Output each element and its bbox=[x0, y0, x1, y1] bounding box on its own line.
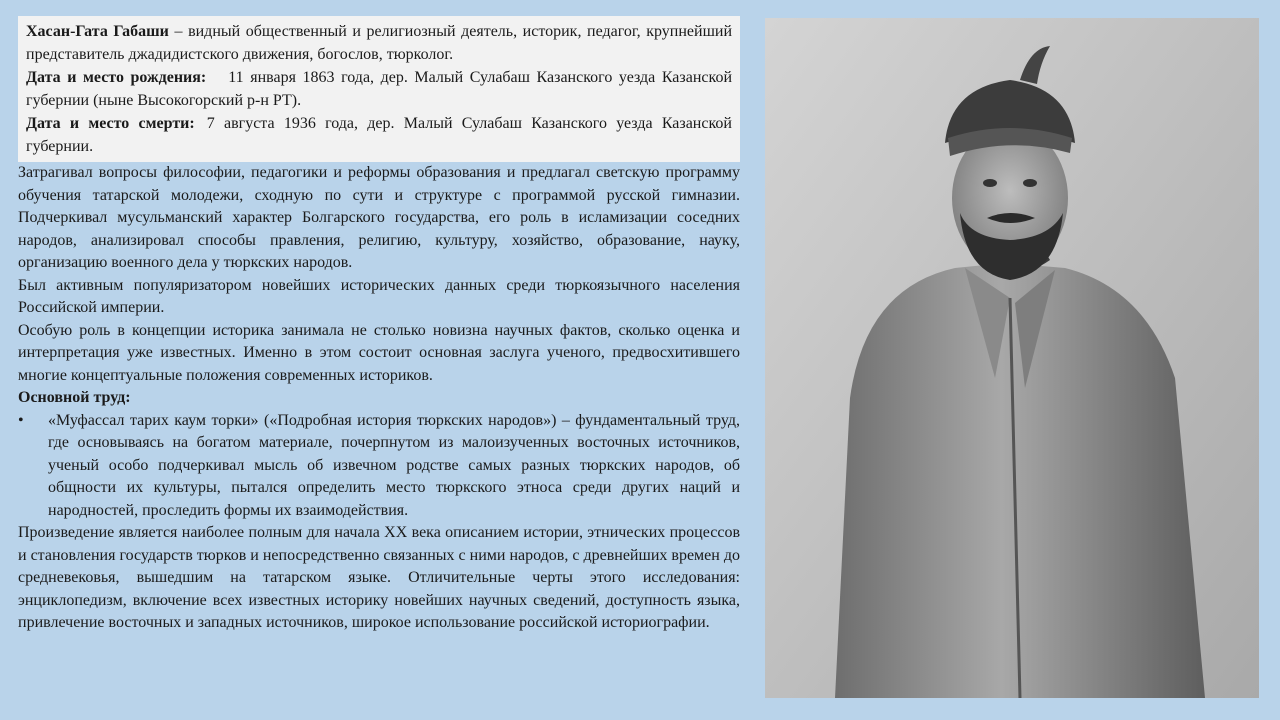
paragraph-4: Произведение является наиболее полным для начала XX века описанием истории, этнических процессов и становления государств тюрков и непосредственно связанных с ними народов, с древнейших времен до средневековья, вышедшим на татарском языке. Отличительные черты этого исследования: энциклопедизм, включение всех известных историку новейших научных сведений, доступность языка, привлечение восточных и западных источников, широкое использование российской историографии. bbox=[18, 524, 740, 631]
paragraph-2: Был активным популяризатором новейших исторических данных среди тюркоязычного населения Российской империи. bbox=[18, 276, 740, 316]
paragraph-1: Затрагивал вопросы философии, педагогики и реформы образования и предлагал светскую программу обучения татарской молодежи, сходную по сути и структуре с программой русской гимназии. Подчеркивал мусульманский характер Болгарского государства, его роль в исламизации соседних народов, анализировал способы правления, религию, культуру, хозяйство, образование, науку, организацию военного дела у тюркских народов. bbox=[18, 164, 740, 271]
person-description: – видный общественный и религиозный деятель, историк, педагог, крупнейший представитель джадидистского движения, богослов, тюрколог. bbox=[26, 23, 733, 63]
death-label: Дата и место смерти: bbox=[26, 115, 195, 132]
info-death bbox=[26, 112, 732, 158]
info-box bbox=[18, 16, 740, 162]
main-work-heading: Основной труд: bbox=[18, 389, 131, 406]
bullet-icon: • bbox=[18, 411, 24, 429]
birth-label: Дата и место рождения: bbox=[26, 69, 207, 86]
main-text bbox=[18, 162, 740, 635]
death-value: 7 августа 1936 года, дер. Малый Сулабаш Казанского уезда Казанской губернии. bbox=[26, 115, 732, 155]
paragraph-3: Особую роль в концепции историка занимала не столько новизна научных фактов, сколько оценка и интерпретация уже известных. Именно в этом состоит основная заслуга ученого, предвосхитившего многие концептуальные положения современных историков. bbox=[18, 321, 740, 384]
portrait-photo bbox=[765, 18, 1259, 698]
portrait-icon bbox=[765, 18, 1259, 698]
info-birth bbox=[26, 66, 732, 112]
birth-value: 11 января 1863 года, дер. Малый Сулабаш Казанского уезда Казанской губернии (ныне Высокогорский р-н РТ). bbox=[26, 69, 733, 109]
info-intro bbox=[26, 20, 732, 66]
bullet-text: «Муфассал тарих каум торки» («Подробная история тюркских народов») – фундаментальный труд, где основываясь на богатом материале, почерпнутом из малоизученных восточных источников, ученый особо подчеркивал мысль об извечном родстве самых разных тюркских народов, об общности их культуры, пытался определить место тюркского этноса среди других наций и народностей, проследить формы их взаимодействия. bbox=[48, 411, 740, 519]
person-name: Хасан-Гата Габаши bbox=[26, 23, 169, 40]
main-work-bullet bbox=[18, 410, 740, 523]
